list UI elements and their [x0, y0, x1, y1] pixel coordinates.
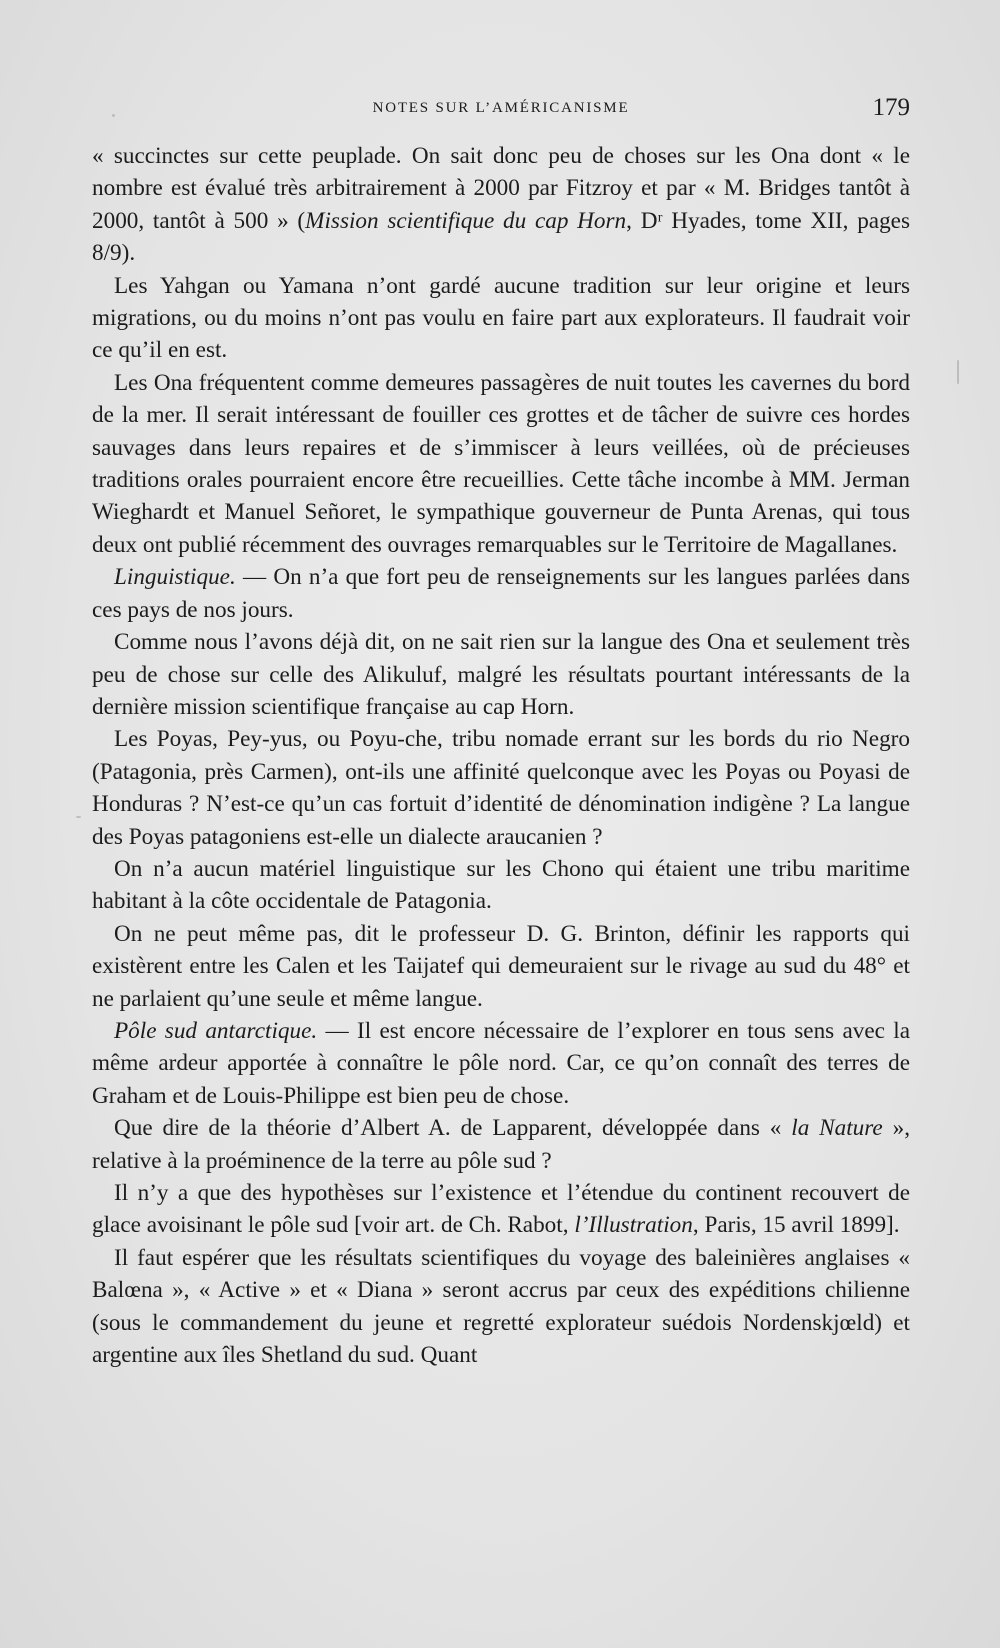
text-run: Les Yahgan ou Yamana n’ont gardé aucune tradition sur leur origine et leurs migrations, ou du moins n’ont pas voulu en faire part aux explorateurs. Il faudrait voir ce qu’il en est. — [92, 272, 910, 364]
text-run: Que dire de la théorie d’Albert A. de Lapparent, développée dans « — [114, 1115, 792, 1142]
italic-run: la Nature — [791, 1115, 883, 1142]
running-title: NOTES SUR L’AMÉRICANISME — [372, 100, 630, 116]
text-run: — On n’a que fort peu de renseignements sur les langues parlées dans ces pays de nos jours. — [92, 564, 910, 623]
text-run: Les Poyas, Pey-yus, ou Poyu-che, tribu nomade errant sur les bords du rio Negro (Patagonia, près Carmen), ont-ils une affinité quelconque avec les Poyas ou Poyasi de Honduras ? N’est-ce qu’un cas fortuit d’identité de dénomination indigène ? La langue des Poyas patagoniens est-elle un dialecte araucanien ? — [92, 726, 910, 850]
text-run: », relative à la proéminence de la terre au pôle sud ? — [92, 1115, 910, 1174]
italic-run: l’Illustration — [574, 1212, 693, 1239]
text-run: On ne peut même pas, dit le professeur D. G. Brinton, définir les rapports qui existèrent entre les Calen et les Taijatef qui demeuraient sur le rivage au sud du 48° et ne parlaient qu’une seule et même langue. — [92, 920, 910, 1012]
paragraph — [92, 1015, 910, 1112]
paragraph — [92, 918, 910, 1015]
text-run: , Dʳ Hyades, tome XII, pages 8/9). — [92, 207, 910, 267]
paragraph — [92, 561, 910, 626]
paragraph — [92, 1177, 910, 1242]
italic-run: Pôle sud antarctique. — [114, 1017, 318, 1044]
italic-run: Linguistique. — [114, 564, 236, 591]
paper-speck — [112, 114, 115, 117]
paragraph — [92, 140, 910, 270]
paper-speck — [957, 360, 959, 384]
text-run: — Il est encore nécessaire de l’explorer en tous sens avec la même ardeur apportée à connaître le pôle nord. Car, ce qu’on connaît des terres de Graham et de Louis-Philippe est bien peu de chose. — [92, 1017, 910, 1109]
paragraph — [92, 367, 910, 561]
paragraph — [92, 1112, 910, 1177]
text-run: Les Ona fréquentent comme demeures passagères de nuit toutes les cavernes du bord de la mer. Il serait intéressant de fouiller ces grottes et de tâcher de suivre ces hordes sauvages dans leurs repaires et de s’immiscer à leurs veillées, où de précieuses traditions orales pourraient encore être recueillies. Cette tâche incombe à MM. Jerman Wieghardt et Manuel Señoret, le sympathique gouverneur de Punta Arenas, qui tous deux ont publié récemment des ouvrages remarquables sur le Territoire de Magallanes. — [92, 369, 910, 558]
text-run: Comme nous l’avons déjà dit, on ne sait rien sur la langue des Ona et seulement très peu de chose sur celle des Alikuluf, malgré les résultats pourtant intéressants de la dernière mission scientifique française au cap Horn. — [92, 629, 910, 720]
page-number: 179 — [872, 94, 910, 121]
running-head — [92, 94, 910, 124]
text-run: Il n’y a que des hypothèses sur l’existence et l’étendue du continent recouvert de glace avoisinant le pôle sud [voir art. de Ch. Rabot, — [92, 1180, 910, 1239]
paper-speck — [76, 816, 81, 818]
paragraph — [92, 723, 910, 853]
paragraph — [92, 626, 910, 723]
paragraph — [92, 853, 910, 918]
paragraph — [92, 270, 910, 367]
text-run: On n’a aucun matériel linguistique sur les Chono qui étaient une tribu maritime habitant à la côte occidentale de Patagonia. — [92, 855, 910, 915]
body-text — [92, 140, 910, 1371]
text-run: « succinctes sur cette peuplade. On sait donc peu de choses sur les Ona dont « le nombre est évalué très arbitrairement à 2000 par Fitzroy et par « M. Bridges tantôt à 2000, tantôt à 500 » ( — [92, 143, 910, 234]
paragraph — [92, 1242, 910, 1372]
text-run: , Paris, 15 avril 1899]. — [692, 1212, 900, 1239]
text-run: Il faut espérer que les résultats scientifiques du voyage des baleinières anglaises « Balœna », « Active » et « Diana » seront accrus par ceux des expéditions chilienne (sous le commandement du jeune et regretté explorateur suédois Nordenskjœld) et argentine aux îles Shetland du sud. Quant — [92, 1244, 910, 1369]
italic-run: Mission scientifique du cap Horn — [305, 207, 627, 234]
